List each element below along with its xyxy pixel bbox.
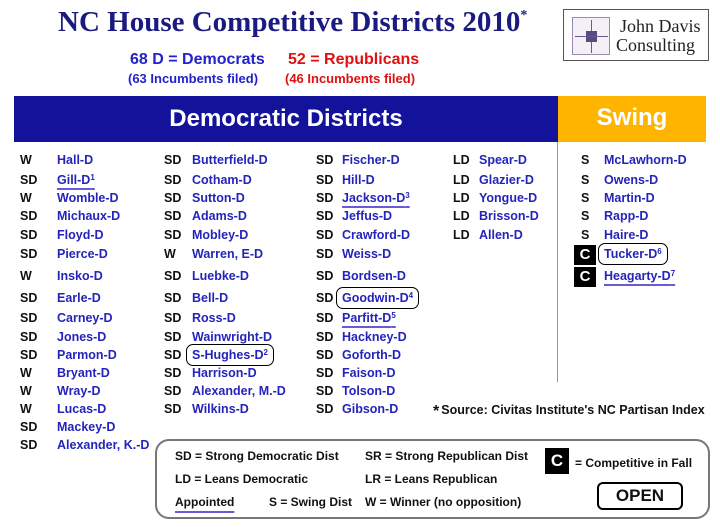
district-code: SD: [316, 191, 334, 205]
district-code: SD: [164, 291, 182, 305]
legend-swing: S = Swing Dist: [269, 495, 353, 509]
district-code: SD: [316, 311, 334, 325]
footnote-mark: 7: [670, 269, 676, 278]
district-name: Tucker-$D^6$: [600, 245, 666, 263]
district-name: McLawhorn-D: [604, 153, 687, 167]
footnote-mark: 1: [90, 173, 95, 182]
title-footnote-mark: *: [520, 8, 528, 23]
district-code: W: [20, 402, 32, 416]
district-code: W: [20, 191, 32, 205]
district-code: SD: [20, 438, 38, 452]
district-code: W: [20, 269, 32, 283]
district-name: Rapp-D: [604, 209, 649, 223]
district-name: Insko-D: [57, 269, 103, 283]
legend-sr: SR = Strong Republican Dist: [365, 449, 529, 463]
district-name: Crawford-D: [342, 228, 411, 242]
district-code: SD: [20, 173, 38, 187]
district-code: S: [581, 153, 590, 167]
district-code: LD: [453, 173, 470, 187]
district-name: Wainwright-D: [192, 330, 273, 344]
district-name: Gill-$D^1$: [57, 173, 95, 187]
district-name: Floyd-D: [57, 228, 104, 242]
district-code: S: [581, 209, 590, 223]
competitive-badge: C: [574, 267, 596, 287]
district-name: Harrison-D: [192, 366, 257, 380]
company-logo: [563, 9, 709, 61]
democratic-districts-header: Democratic Districts: [14, 96, 558, 142]
district-code: W: [20, 384, 32, 398]
legend-sd: SD = Strong Democratic Dist: [175, 449, 339, 463]
district-name: Womble-D: [57, 191, 119, 205]
competitive-badge: C: [545, 448, 569, 474]
district-name: Mobley-D: [192, 228, 249, 242]
district-code: SD: [164, 311, 182, 325]
district-code: SD: [164, 153, 182, 167]
footnote-mark: 5: [391, 311, 396, 320]
legend-winner: W = Winner (no opposition): [365, 495, 522, 509]
district-name: Mackey-D: [57, 420, 116, 434]
swing-header: Swing: [558, 96, 706, 142]
district-code: W: [20, 153, 32, 167]
district-name: Goodwin-$D^4$: [338, 289, 417, 307]
district-name: Parmon-D: [57, 348, 117, 362]
district-name: Wray-D: [57, 384, 101, 398]
district-name: Haire-D: [604, 228, 649, 242]
district-name: Warren, E-D: [192, 247, 264, 261]
district-code: SD: [20, 291, 38, 305]
district-name: Earle-D: [57, 291, 101, 305]
district-code: W: [20, 366, 32, 380]
footnote-mark: 3: [405, 191, 410, 200]
rep-incumbents: (46 Incumbents filed): [285, 71, 416, 86]
district-code: SD: [20, 330, 38, 344]
district-name: Pierce-D: [57, 247, 108, 261]
column-divider: [557, 142, 558, 382]
district-name: Sutton-D: [192, 191, 245, 205]
district-code: SD: [164, 209, 182, 223]
district-name: Heagarty-$D^7$: [604, 269, 676, 283]
district-name: Allen-D: [479, 228, 523, 242]
district-name: Butterfield-D: [192, 153, 268, 167]
district-code: SD: [316, 384, 334, 398]
rep-count: 52 = Republicans: [288, 51, 420, 68]
district-name: Bell-D: [192, 291, 229, 305]
source-note: * Source: Civitas Institute's NC Partisan Index: [433, 403, 705, 420]
district-name: Faison-D: [342, 366, 396, 380]
district-name: Jones-D: [57, 330, 107, 344]
district-name: Hackney-D: [342, 330, 407, 344]
district-code: SD: [20, 228, 38, 242]
dem-count: 68 D = Democrats: [130, 51, 265, 68]
district-code: SD: [316, 348, 334, 362]
district-name: Carney-D: [57, 311, 113, 325]
district-name: Glazier-D: [479, 173, 534, 187]
district-code: SD: [20, 209, 38, 223]
district-code: LD: [453, 191, 470, 205]
district-name: $S-Hughes-D^2$: [188, 346, 272, 364]
district-code: SD: [164, 402, 182, 416]
district-name: Brisson-D: [479, 209, 539, 223]
district-name: Michaux-D: [57, 209, 121, 223]
footnote-mark: 6: [657, 247, 662, 256]
district-name: Alexander, M.-D: [192, 384, 286, 398]
district-name: Luebke-D: [192, 269, 249, 283]
district-code: SD: [20, 420, 38, 434]
district-name: Jeffus-D: [342, 209, 393, 223]
district-code: SD: [316, 247, 334, 261]
logo-line-2: Consulting: [616, 35, 696, 55]
district-name: Yongue-D: [479, 191, 538, 205]
district-name: Adams-D: [192, 209, 247, 223]
district-name: Tolson-D: [342, 384, 396, 398]
legend-competitive: = Competitive in Fall: [575, 456, 693, 470]
dem-incumbents: (63 Incumbents filed): [128, 71, 259, 86]
district-code: SD: [164, 384, 182, 398]
district-code: SD: [316, 366, 334, 380]
district-code: SD: [164, 191, 182, 205]
footnote-mark: 4: [408, 291, 414, 300]
district-name: Bordsen-D: [342, 269, 406, 283]
district-name: Parfitt-$D^5$: [342, 311, 396, 325]
district-name: Wilkins-D: [192, 402, 249, 416]
district-code: SD: [164, 228, 182, 242]
footnote-mark: 2: [263, 348, 268, 357]
district-code: SD: [20, 311, 38, 325]
district-name: Owens-D: [604, 173, 659, 187]
district-code: W: [164, 247, 176, 261]
page-title: NC House Competitive Districts 2010*: [58, 6, 528, 38]
compass-logo-icon: [572, 17, 610, 55]
legend-appointed: Appointed: [175, 495, 235, 509]
district-name: Cotham-D: [192, 173, 252, 187]
district-name: Fischer-D: [342, 153, 400, 167]
district-name: Lucas-D: [57, 402, 107, 416]
district-code: SD: [164, 366, 182, 380]
district-code: S: [581, 173, 590, 187]
district-code: SD: [316, 269, 334, 283]
district-code: SD: [316, 228, 334, 242]
logo-line-1: John Davis: [620, 16, 701, 36]
district-code: SD: [20, 247, 38, 261]
legend-lr: LR = Leans Republican: [365, 472, 498, 486]
district-name: Ross-D: [192, 311, 236, 325]
district-code: SD: [164, 348, 182, 362]
district-code: SD: [316, 209, 334, 223]
legend-ld: LD = Leans Democratic: [175, 472, 309, 486]
district-code: SD: [316, 291, 334, 305]
district-code: SD: [316, 173, 334, 187]
district-name: Martin-D: [604, 191, 655, 205]
district-code: SD: [164, 269, 182, 283]
district-name: Alexander, K.-D: [57, 438, 150, 452]
district-name: Goforth-D: [342, 348, 402, 362]
district-code: SD: [164, 330, 182, 344]
competitive-badge: C: [574, 245, 596, 265]
district-code: S: [581, 228, 590, 242]
open-button[interactable]: OPEN: [597, 482, 683, 510]
district-code: SD: [316, 402, 334, 416]
district-name: Bryant-D: [57, 366, 110, 380]
district-code: SD: [20, 348, 38, 362]
district-name: Weiss-D: [342, 247, 392, 261]
district-name: Gibson-D: [342, 402, 399, 416]
district-code: LD: [453, 228, 470, 242]
legend-box: [155, 439, 710, 519]
district-code: SD: [164, 173, 182, 187]
district-name: Hall-D: [57, 153, 94, 167]
district-name: Hill-D: [342, 173, 375, 187]
district-code: LD: [453, 153, 470, 167]
district-name: Spear-D: [479, 153, 527, 167]
district-code: LD: [453, 209, 470, 223]
district-code: SD: [316, 153, 334, 167]
district-name: Jackson-$D^3$: [342, 191, 410, 205]
district-code: S: [581, 191, 590, 205]
district-code: SD: [316, 330, 334, 344]
